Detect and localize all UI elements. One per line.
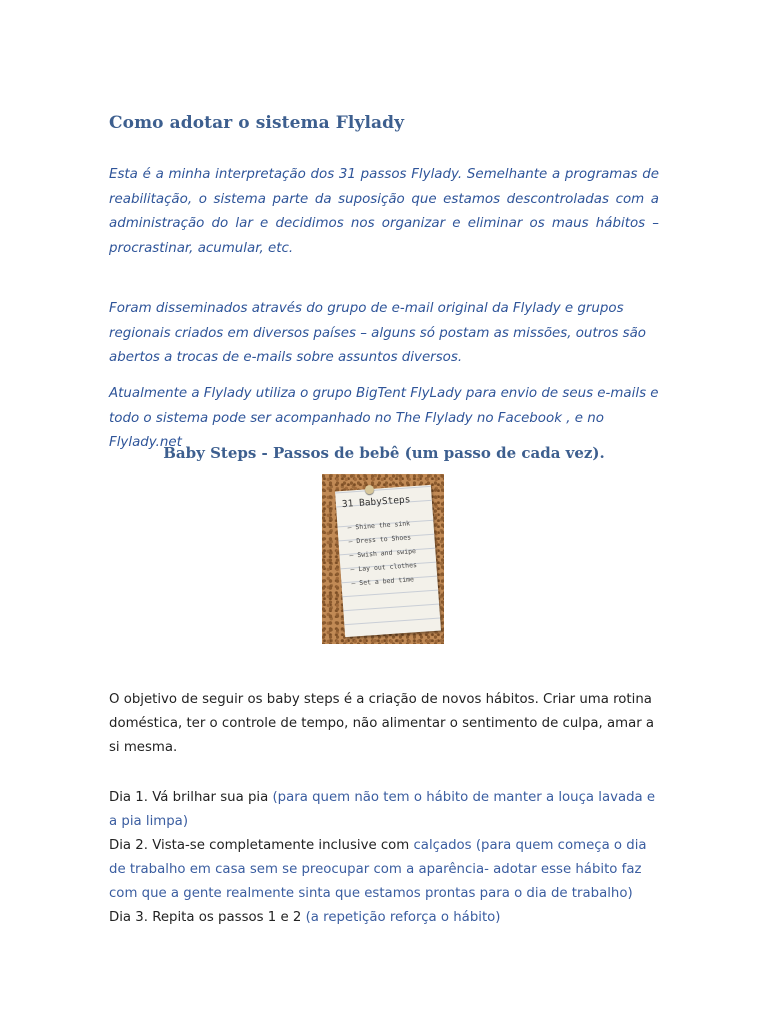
day-text: Dia 2. Vista-se completamente inclusive com — [109, 838, 414, 853]
note-item: – Dress to Shoes — [348, 533, 412, 546]
note-item: – Swish and swipe — [349, 547, 417, 560]
note-title: 31 BabySteps — [341, 494, 411, 511]
day-item — [109, 906, 661, 930]
page-title: Como adotar o sistema Flylady — [109, 113, 405, 133]
note-paper — [335, 485, 441, 637]
day-note: calçados (para quem começa o dia de trabalho em casa sem se preocupar com a aparência- adotar esse hábito faz com que a gente realmente sinta que estamos prontas para o dia de trabalho) — [109, 838, 647, 901]
day-item — [109, 834, 661, 906]
note-item: – Lay out clothes — [350, 561, 418, 574]
section-subtitle: Baby Steps - Passos de bebê (um passo de cada vez). — [163, 444, 605, 462]
day-note: (a repetição reforça o hábito) — [305, 910, 501, 925]
days-list — [109, 786, 661, 930]
baby-steps-photo — [322, 474, 444, 644]
day-text: Dia 3. Repita os passos 1 e 2 — [109, 910, 306, 925]
note-item: – Set a bed time — [351, 575, 415, 588]
objective-paragraph: O objetivo de seguir os baby steps é a criação de novos hábitos. Criar uma rotina doméstica, ter o controle de tempo, não alimentar o sentimento de culpa, amar a si mesma. — [109, 692, 655, 755]
day-note: (para quem não tem o hábito de manter a louça lavada e a pia limpa) — [109, 790, 656, 829]
groups-paragraph: Foram disseminados através do grupo de e-mail original da Flylady e grupos regionais criados em diversos países – alguns só postam as missões, outros são abertos a trocas de e-mails sobre assuntos diversos. — [109, 301, 646, 365]
note-list — [347, 516, 418, 590]
note-item: – Shine the sink — [347, 519, 411, 532]
intro-paragraph: Esta é a minha interpretação dos 31 passos Flylady. Semelhante a programas de reabilitação, o sistema parte da suposição que estamos descontroladas com a administração do lar e decidimos nos organizar e eliminar os maus hábitos – procrastinar, acumular, etc. — [109, 167, 659, 256]
current-paragraph: Atualmente a Flylady utiliza o grupo BigTent FlyLady para envio de seus e-mails e todo o sistema pode ser acompanhado no The Flylady no Facebook , e no Flylady.net — [109, 386, 659, 450]
day-item — [109, 786, 661, 834]
day-text: Dia 1. Vá brilhar sua pia — [109, 790, 273, 805]
push-pin-icon — [365, 485, 375, 495]
